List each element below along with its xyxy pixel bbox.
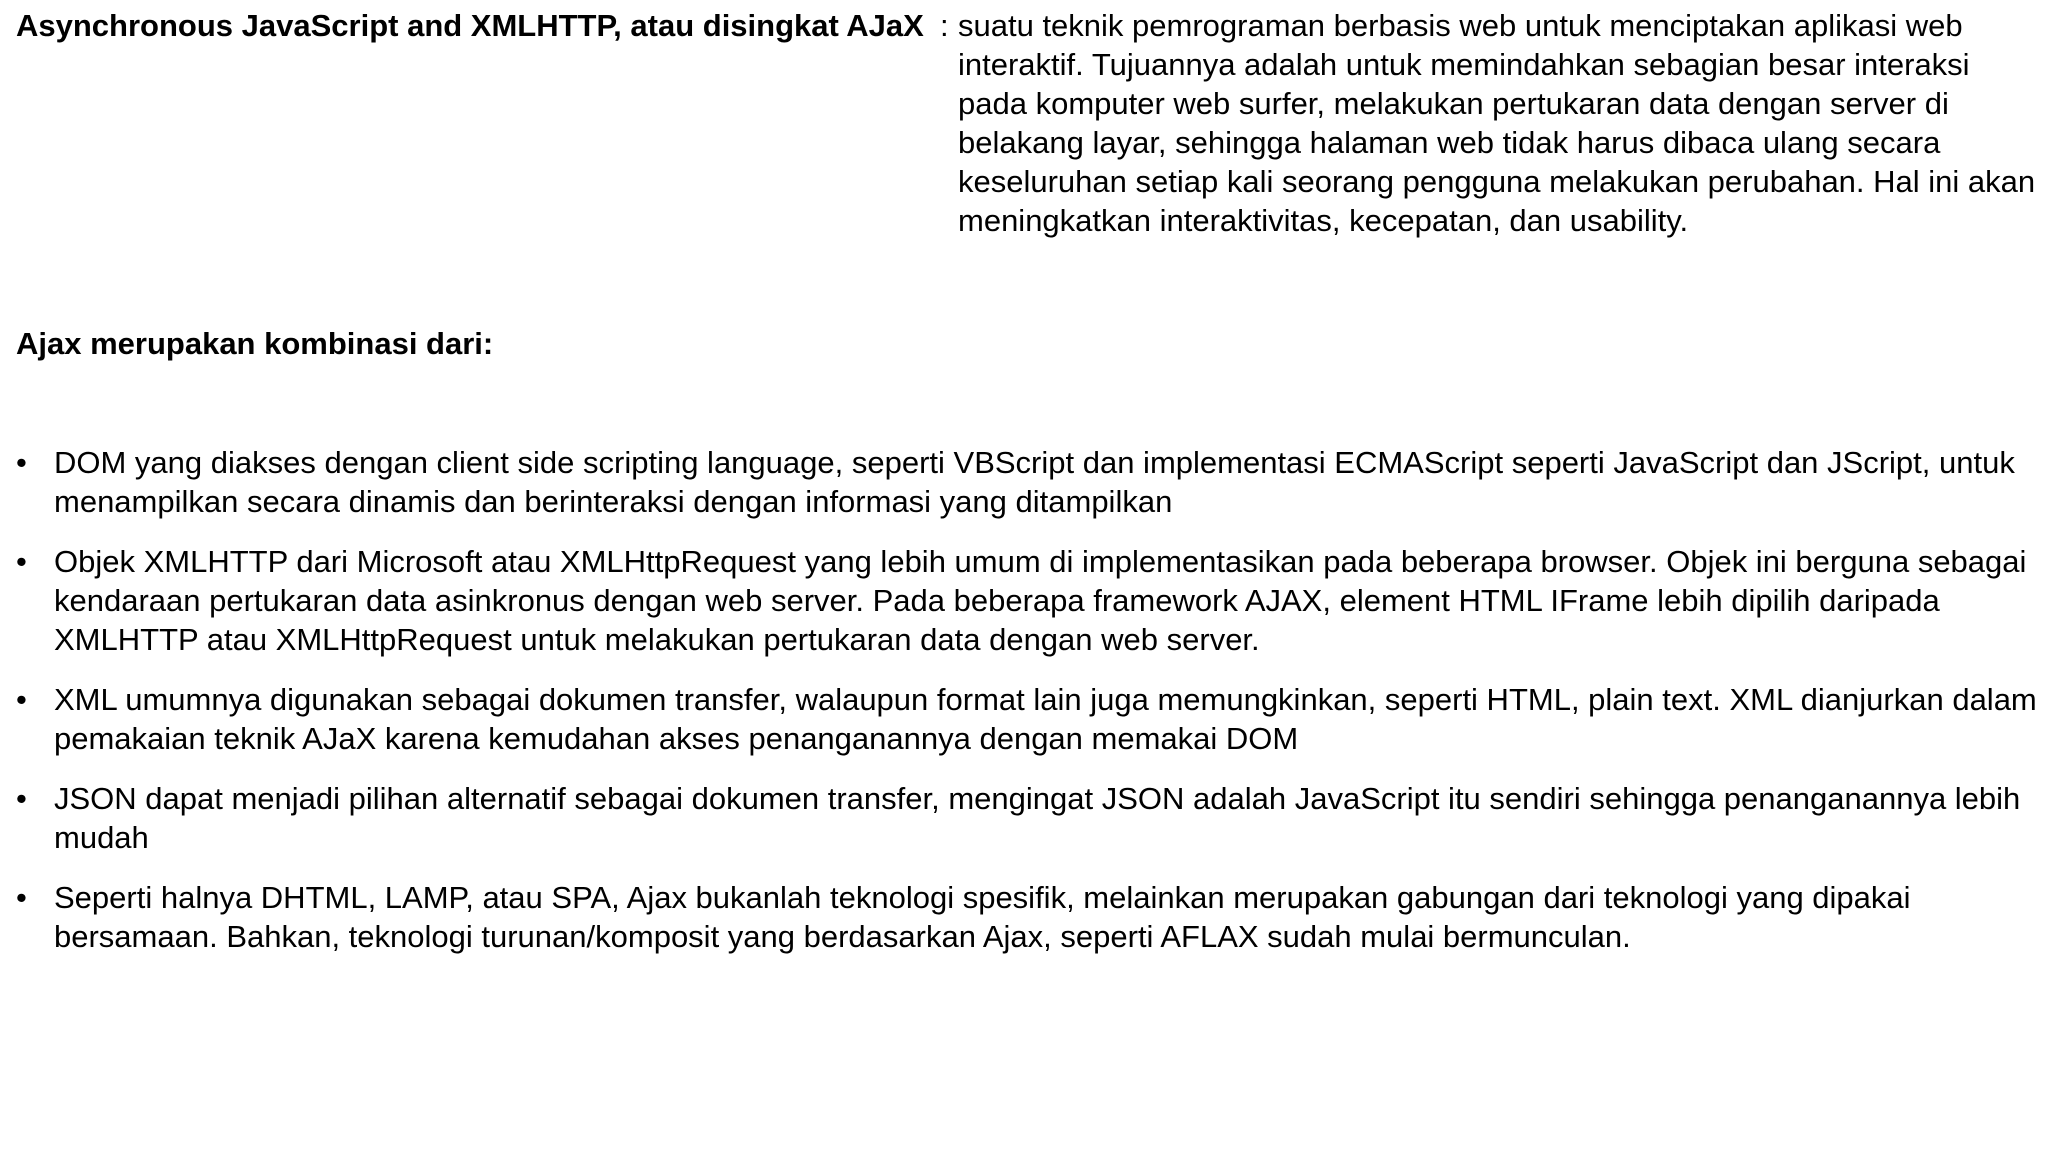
definition-separator: : [940, 8, 949, 43]
bullet-item [16, 680, 2042, 758]
definition-term: Asynchronous JavaScript and XMLHTTP, atau disingkat AJaX [16, 8, 924, 43]
bullet-text: Objek XMLHTTP dari Microsoft atau XMLHttpRequest yang lebih umum di implementasikan pada beberapa browser. Objek ini berguna sebagai kendaraan pertukaran data asinkronus dengan web server. Pada beberapa framework AJAX, element HTML IFrame lebih dipilih daripada XMLHTTP atau XMLHttpRequest untuk melakukan pertukaran data dengan web server. [54, 544, 2027, 657]
bullet-icon: • [16, 682, 27, 717]
bullet-item [16, 779, 2042, 857]
bullet-icon: • [16, 544, 27, 579]
bullet-icon: • [16, 781, 27, 816]
bullet-text: DOM yang diakses dengan client side scripting language, seperti VBScript dan implementasi ECMAScript seperti JavaScript dan JScript, untuk menampilkan secara dinamis dan berinteraksi dengan informasi yang ditampilkan [54, 445, 2015, 519]
definition-row [16, 6, 2036, 240]
bullet-icon: • [16, 880, 27, 915]
bullet-text: JSON dapat menjadi pilihan alternatif sebagai dokumen transfer, mengingat JSON adalah JavaScript itu sendiri sehingga penanganannya lebih mudah [54, 781, 2021, 855]
section-heading: Ajax merupakan kombinasi dari: [16, 326, 494, 361]
bullet-item [16, 542, 2042, 659]
bullet-item [16, 878, 2042, 956]
definition-description: suatu teknik pemrograman berbasis web untuk menciptakan aplikasi web interaktif. Tujuannya adalah untuk memindahkan sebagian besar interaksi pada komputer web surfer, melakukan pertukaran data dengan server di belakang layar, sehingga halaman web tidak harus dibaca ulang secara keseluruhan setiap kali seorang pengguna melakukan perubahan. Hal ini akan meningkatkan interaktivitas, kecepatan, dan usability. [958, 8, 2036, 238]
bullet-text: Seperti halnya DHTML, LAMP, atau SPA, Ajax bukanlah teknologi spesifik, melainkan merupakan gabungan dari teknologi yang dipakai bersamaan. Bahkan, teknologi turunan/komposit yang berdasarkan Ajax, seperti AFLAX sudah mulai bermunculan. [54, 880, 1911, 954]
bullet-list [16, 443, 2042, 977]
bullet-icon: • [16, 445, 27, 480]
bullet-item [16, 443, 2042, 521]
bullet-text: XML umumnya digunakan sebagai dokumen transfer, walaupun format lain juga memungkinkan, seperti HTML, plain text. XML dianjurkan dalam pemakaian teknik AJaX karena kemudahan akses penanganannya dengan memakai DOM [54, 682, 2037, 756]
